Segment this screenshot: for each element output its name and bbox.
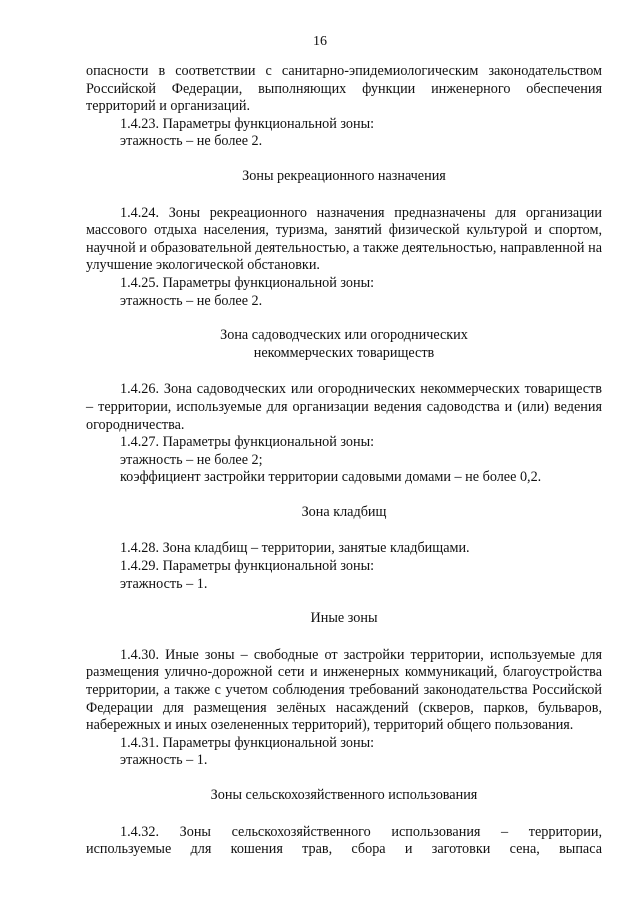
heading-garden-zone: Зона садоводческих или огороднических некоммерческих товариществ bbox=[220, 327, 468, 361]
heading-other-zones: Иные зоны bbox=[310, 610, 378, 627]
paragraph-1-4-25: 1.4.25. Параметры функциональной зоны: bbox=[120, 274, 375, 291]
paragraph-1-4-27: 1.4.27. Параметры функциональной зоны: bbox=[120, 434, 375, 451]
paragraph-1-4-24: 1.4.24. Зоны рекреационного назначения предназначены для организации массового отдыха населения, туризма, занятий физической культурой и спортом, научной и образовательной деятельностью, а также деятельностью, направленной на улучшение экологической обстановки. bbox=[86, 204, 602, 274]
paragraph-1-4-32: 1.4.32. Зоны сельскохозяйственного использования – территории, используемые для кошения трав, сбора и заготовки сена, выпаса bbox=[86, 823, 602, 858]
storeys-1-4-29: этажность – 1. bbox=[120, 575, 208, 592]
paragraph-1-4-29: 1.4.29. Параметры функциональной зоны: bbox=[120, 558, 375, 575]
document-body bbox=[86, 63, 602, 859]
paragraph-continuation: опасности в соответствии с санитарно-эпидемиологическим законодательством Российской Федерации, выполняющих функции инженерного обеспечения территорий и организаций. bbox=[86, 63, 602, 115]
heading-recreation-zones: Зоны рекреационного назначения bbox=[242, 167, 446, 184]
paragraph-1-4-26: 1.4.26. Зона садоводческих или огороднических некоммерческих товариществ – территории, используемые для организации ведения садоводства и (или) ведения огородничества. bbox=[86, 381, 602, 433]
paragraph-1-4-28: 1.4.28. Зона кладбищ – территории, занятые кладбищами. bbox=[120, 540, 470, 557]
page-number: 16 bbox=[313, 34, 327, 49]
storeys-1-4-31: этажность – 1. bbox=[120, 752, 208, 769]
storeys-1-4-27: этажность – не более 2; bbox=[120, 451, 263, 468]
heading-agricultural-zones: Зоны сельскохозяйственного использования bbox=[210, 787, 478, 803]
storeys-1-4-23: этажность – не более 2. bbox=[120, 133, 263, 150]
paragraph-1-4-23: 1.4.23. Параметры функциональной зоны: bbox=[120, 115, 375, 132]
storeys-1-4-25: этажность – не более 2. bbox=[120, 292, 263, 309]
coefficient-1-4-27: коэффициент застройки территории садовыми домами – не более 0,2. bbox=[120, 469, 542, 486]
paragraph-1-4-31: 1.4.31. Параметры функциональной зоны: bbox=[120, 734, 375, 751]
heading-cemetery-zone: Зона кладбищ bbox=[301, 503, 387, 520]
paragraph-1-4-30: 1.4.30. Иные зоны – свободные от застройки территории, используемые для размещения улично-дорожной сети и инженерных коммуникаций, благоустройства территории, а также с учетом соблюдения требований законодательства Российской Федерации для размещения зелёных насаждений (скверов, парков, бульваров, набережных и иных озелененных территорий), территорий общего пользования. bbox=[86, 646, 602, 734]
